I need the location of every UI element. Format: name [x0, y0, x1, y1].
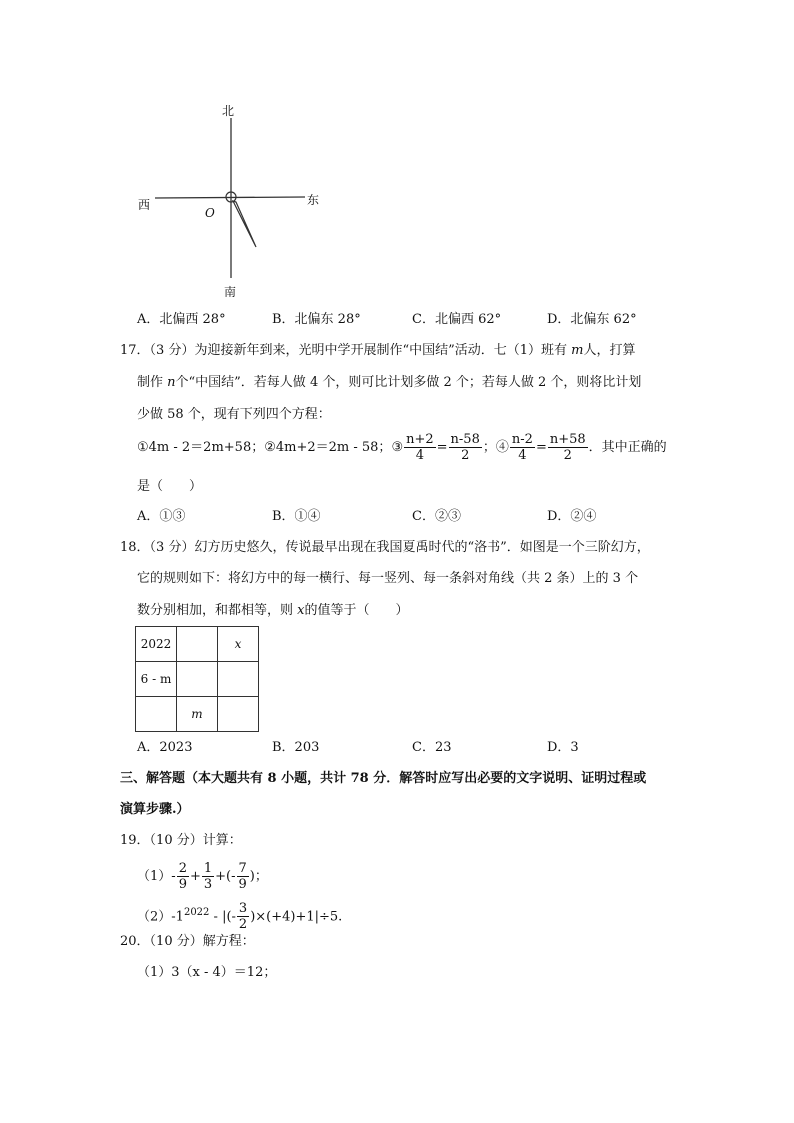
label-west: 西 [138, 198, 151, 212]
denominator: 2 [563, 448, 572, 463]
q20-part1: （1）3（x - 4）＝12； [137, 965, 277, 980]
equation-1: ①4m - 2＝2m+58； [137, 440, 265, 455]
text: 17．（3 分）为迎接新年到来，光明中学开展制作“中国结”活动．七（1）班有 [120, 343, 572, 358]
section-3-heading: 三、解答题（本大题共有 8 小题，共计 78 分．解答时应写出必要的文字说明、证明过程或 [120, 771, 647, 786]
text: 个“中国结”．若每人做 4 个，则可比计划多做 2 个；若每人做 2 个，则将比计划 [175, 375, 642, 390]
q16-option-d[interactable]: D．北偏东 62° [547, 312, 637, 327]
q17-option-d[interactable]: D．②④ [547, 509, 597, 524]
numerator: n+2 [406, 432, 434, 447]
text: 的值等于（ ） [304, 603, 409, 618]
cell [218, 662, 259, 697]
denominator: 9 [178, 877, 187, 892]
cell [177, 662, 218, 697]
cell [218, 697, 259, 732]
numerator: 7 [238, 861, 247, 876]
denominator: 2 [461, 448, 470, 463]
q16-option-b[interactable]: B．北偏东 28° [272, 312, 361, 327]
q18-option-b[interactable]: B．203 [272, 740, 320, 755]
q18-line2: 它的规则如下：将幻方中的每一横行、每一竖列、每一条斜对角线（共 2 条）上的 3 个 [137, 571, 639, 586]
text: )×(+4)+1|÷5. [250, 909, 343, 925]
denominator: 2 [238, 917, 248, 933]
fraction [237, 901, 249, 932]
fraction [449, 432, 482, 463]
exponent: 2022 [183, 907, 210, 918]
west-east-axis [155, 197, 305, 198]
var-n: n [167, 375, 176, 390]
text: 数分别相加，和都相等，则 [137, 603, 298, 618]
q18-option-c[interactable]: C．23 [412, 740, 452, 755]
denominator: 3 [203, 877, 213, 892]
text: )； [249, 869, 268, 884]
text: 制作 [137, 375, 168, 390]
cell [177, 627, 218, 662]
numerator: 1 [203, 861, 213, 876]
cell [136, 697, 177, 732]
q18-option-d[interactable]: D．3 [547, 740, 579, 755]
q20-title: 20．（10 分）解方程： [120, 934, 255, 949]
label: （1） [137, 869, 172, 884]
q19-part2 [137, 897, 342, 933]
text: +(- [215, 869, 236, 884]
fraction [202, 861, 214, 892]
q17-line5: 是（ ） [137, 479, 203, 494]
denominator: 4 [415, 448, 424, 463]
text: ．其中正确的 [588, 440, 667, 455]
q19-part1 [137, 861, 268, 893]
label-east: 东 [307, 193, 320, 207]
text: - |(- [209, 909, 236, 925]
q16-option-a[interactable]: A．北偏西 28° [137, 312, 226, 327]
fraction [404, 432, 436, 463]
label-origin: O [205, 206, 215, 220]
text: + [189, 869, 201, 884]
numerator: 2 [178, 861, 187, 876]
q17-line3: 少做 58 个，现有下列四个方程： [137, 407, 331, 422]
cell: 2022 [136, 627, 177, 662]
compass-diagram [0, 0, 400, 300]
direction-needle [233, 201, 256, 247]
q17-equations: ①4m - 2＝2m+58；②4m+2＝2m - 58；③ $\frac{n+2}{4}$ = $\frac{n-58}{2}$ ；④ $\frac{n-2}{4}$ = $\frac{n+58}{2}$ ．其中正确的 [137, 432, 667, 463]
fraction [510, 432, 535, 463]
fraction [548, 432, 588, 463]
separator: ； [482, 440, 496, 455]
magic-square [135, 626, 259, 732]
q17-option-c[interactable]: C．②③ [412, 509, 461, 524]
section-3-heading-cont: 演算步骤.） [120, 802, 190, 817]
text: - [171, 869, 176, 884]
cell: x [218, 627, 259, 662]
numerator: 3 [238, 901, 248, 917]
q17-option-b[interactable]: B．①④ [272, 509, 321, 524]
denominator: 9 [238, 877, 247, 892]
q18-option-a[interactable]: A．2023 [137, 740, 193, 755]
q16-option-c[interactable]: C．北偏西 62° [412, 312, 502, 327]
fraction [177, 861, 189, 892]
q17-option-a[interactable]: A．①③ [137, 509, 186, 524]
q17-line2 [137, 375, 641, 391]
cell: m [177, 697, 218, 732]
label-south: 南 [224, 285, 237, 299]
numerator: n-2 [511, 432, 533, 447]
q18-line1: 18．（3 分）幻方历史悠久，传说最早出现在我国夏禹时代的“洛书”．如图是一个三阶幻方， [120, 540, 650, 555]
numerator: n+58 [549, 432, 586, 447]
equation-4-label: ④ [495, 440, 509, 455]
q17-line1 [120, 343, 636, 359]
cell: 6 - m [136, 662, 177, 697]
q19-title: 19．（10 分）计算： [120, 833, 242, 848]
label: （2） [137, 909, 172, 925]
q18-line3 [137, 603, 409, 619]
numerator: n-58 [450, 432, 480, 447]
fraction [237, 861, 249, 892]
equation-3-label: ③ [391, 440, 404, 455]
var-m: m [571, 343, 584, 358]
label-north: 北 [222, 104, 235, 118]
text: 人，打算 [583, 343, 636, 358]
equation-2: ②4m+2＝2m - 58； [264, 440, 392, 455]
var-x: x [297, 603, 305, 618]
denominator: 4 [518, 448, 527, 463]
text: -1 [171, 909, 184, 925]
